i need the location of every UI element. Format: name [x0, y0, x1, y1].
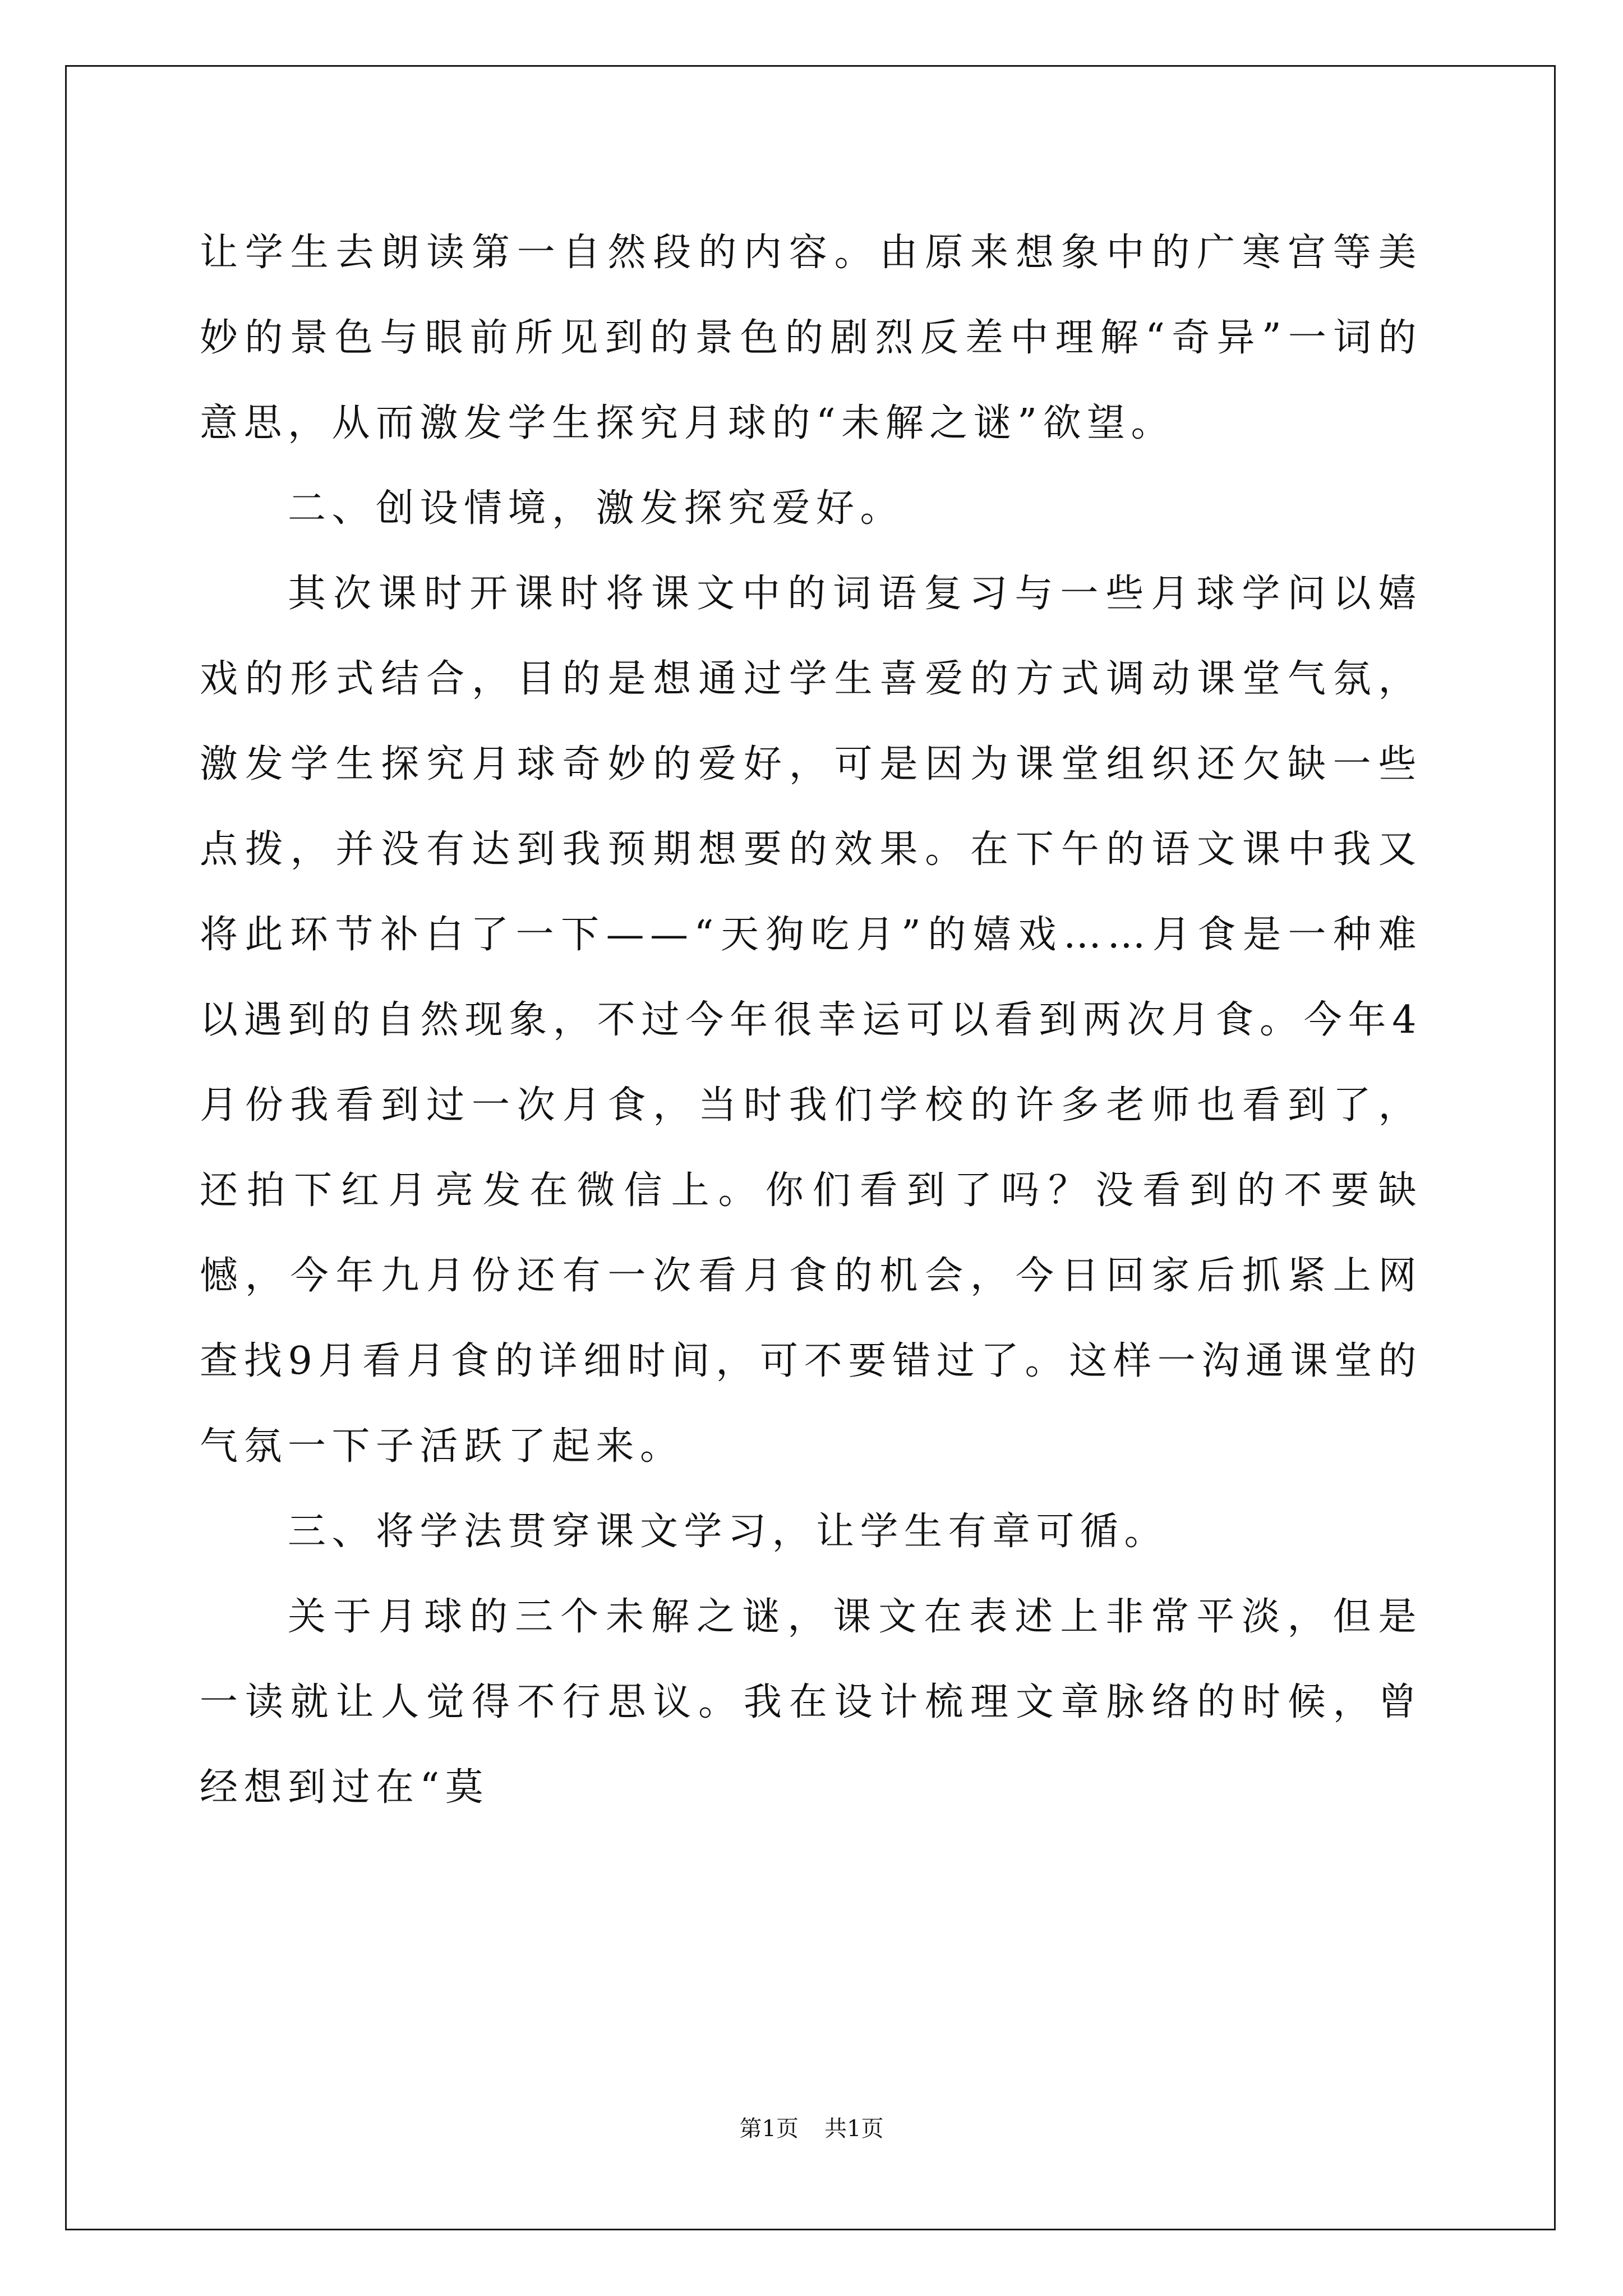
page-number-total: 共1页 [824, 2116, 884, 2142]
paragraph-2-heading: 二、创设情境，激发探究爱好。 [288, 486, 905, 531]
document-body [200, 210, 1422, 1830]
page-footer [0, 2115, 1623, 2143]
paragraph-4-heading: 三、将学法贯穿课文学习，让学生有章可循。 [288, 1510, 1169, 1554]
paragraph-5: 关于月球的三个未解之谜，课文在表述上非常平淡，但是一读就让人觉得不行思议。我在设计梳理文章脉络的时候，曾经想到过在“莫 [200, 1595, 1422, 1810]
paragraph-1: 让学生去朗读第一自然段的内容。由原来想象中的广寒宫等美妙的景色与眼前所见到的景色的剧烈反差中理解“奇异”一词的意思，从而激发学生探究月球的“未解之谜”欲望。 [200, 231, 1422, 445]
page-number-current: 第1页 [739, 2116, 799, 2142]
paragraph-3: 其次课时开课时将课文中的词语复习与一些月球学问以嬉戏的形式结合，目的是想通过学生喜爱的方式调动课堂气氛，激发学生探究月球奇妙的爱好，可是因为课堂组织还欠缺一些点拨，并没有达到我预期想要的效果。在下午的语文课中我又将此环节补白了一下——“天狗吃月”的嬉戏……月食是一种难以遇到的自然现象，不过今年很幸运可以看到两次月食。今年4月份我看到过一次月食，当时我们学校的许多老师也看到了，还拍下红月亮发在微信上。你们看到了吗？没看到的不要缺憾，今年九月份还有一次看月食的机会，今日回家后抓紧上网查找9月看月食的详细时间，可不要错过了。这样一沟通课堂的气氛一下子活跃了起来。 [200, 572, 1422, 1469]
